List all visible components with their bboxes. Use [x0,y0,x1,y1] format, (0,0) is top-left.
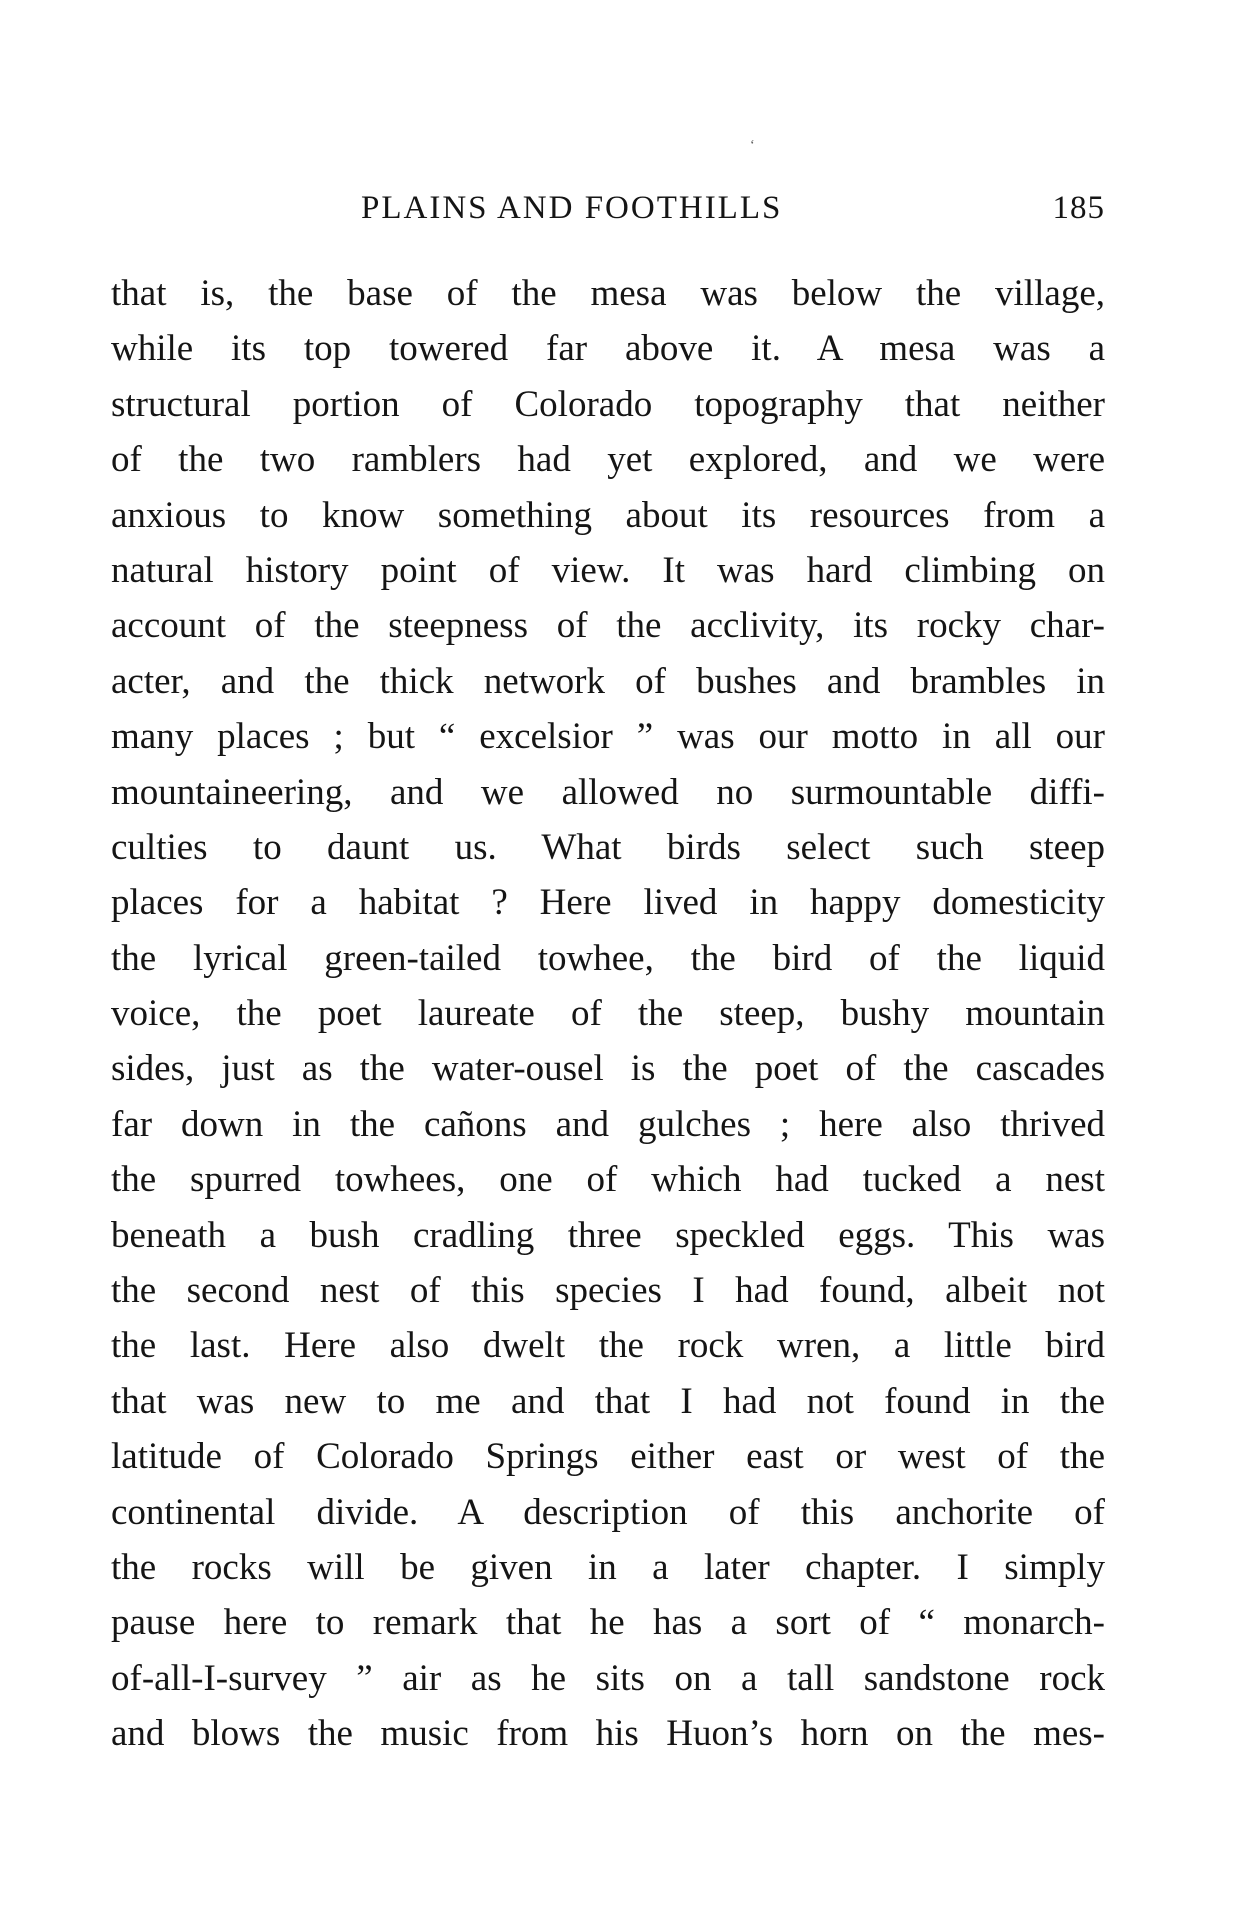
running-title: PLAINS AND FOOTHILLS [361,190,783,226]
text-line: culties to daunt us. What birds select such steep [111,826,1105,868]
text-line: the spurred towhees, one of which had tucked a nest [111,1159,1105,1201]
body-text [111,266,1105,1762]
text-line: beneath a bush cradling three speckled eggs. This was [111,1214,1105,1256]
text-line: sides, just as the water-ousel is the poet of the cascades [111,1048,1105,1090]
text-line: pause here to remark that he has a sort of “ monarch- [111,1602,1105,1644]
text-line: mountaineering, and we allowed no surmountable diffi- [111,771,1105,813]
text-line: that was new to me and that I had not found in the [111,1380,1105,1422]
text-line: natural history point of view. It was hard climbing on [111,549,1105,591]
text-line: structural portion of Colorado topography that neither [111,383,1105,425]
text-line: of the two ramblers had yet explored, and we were [111,439,1105,481]
text-line: latitude of Colorado Springs either east or west of the [111,1436,1105,1478]
text-line: account of the steepness of the acclivity, its rocky char- [111,605,1105,647]
text-line: voice, the poet laureate of the steep, bushy mountain [111,993,1105,1035]
text-line: continental divide. A description of this anchorite of [111,1491,1105,1533]
text-line: far down in the cañons and gulches ; here also thrived [111,1103,1105,1145]
text-line: that is, the base of the mesa was below the village, [111,273,1105,314]
text-line: the rocks will be given in a later chapter. I simply [111,1546,1105,1588]
scan-speck: ‘ [750,138,755,153]
text-line: the second nest of this species I had found, albeit not [111,1270,1105,1312]
text-line: the lyrical green-tailed towhee, the bird of the liquid [111,937,1105,979]
text-line: many places ; but “ excelsior ” was our motto in all our [111,716,1105,758]
text-line: of-all-I-survey ” air as he sits on a tall sandstone rock [111,1657,1105,1699]
text-line: places for a habitat ? Here lived in happy domesticity [111,882,1105,924]
text-line: anxious to know something about its resources from a [111,494,1105,536]
text-line: the last. Here also dwelt the rock wren, a little bird [111,1325,1105,1367]
text-line: and blows the music from his Huon’s horn on the mes- [111,1713,1105,1755]
page-header [111,190,1105,240]
page-number: 185 [1052,190,1105,226]
text-line: acter, and the thick network of bushes and brambles in [111,660,1105,702]
text-line: while its top towered far above it. A mesa was a [111,328,1105,370]
